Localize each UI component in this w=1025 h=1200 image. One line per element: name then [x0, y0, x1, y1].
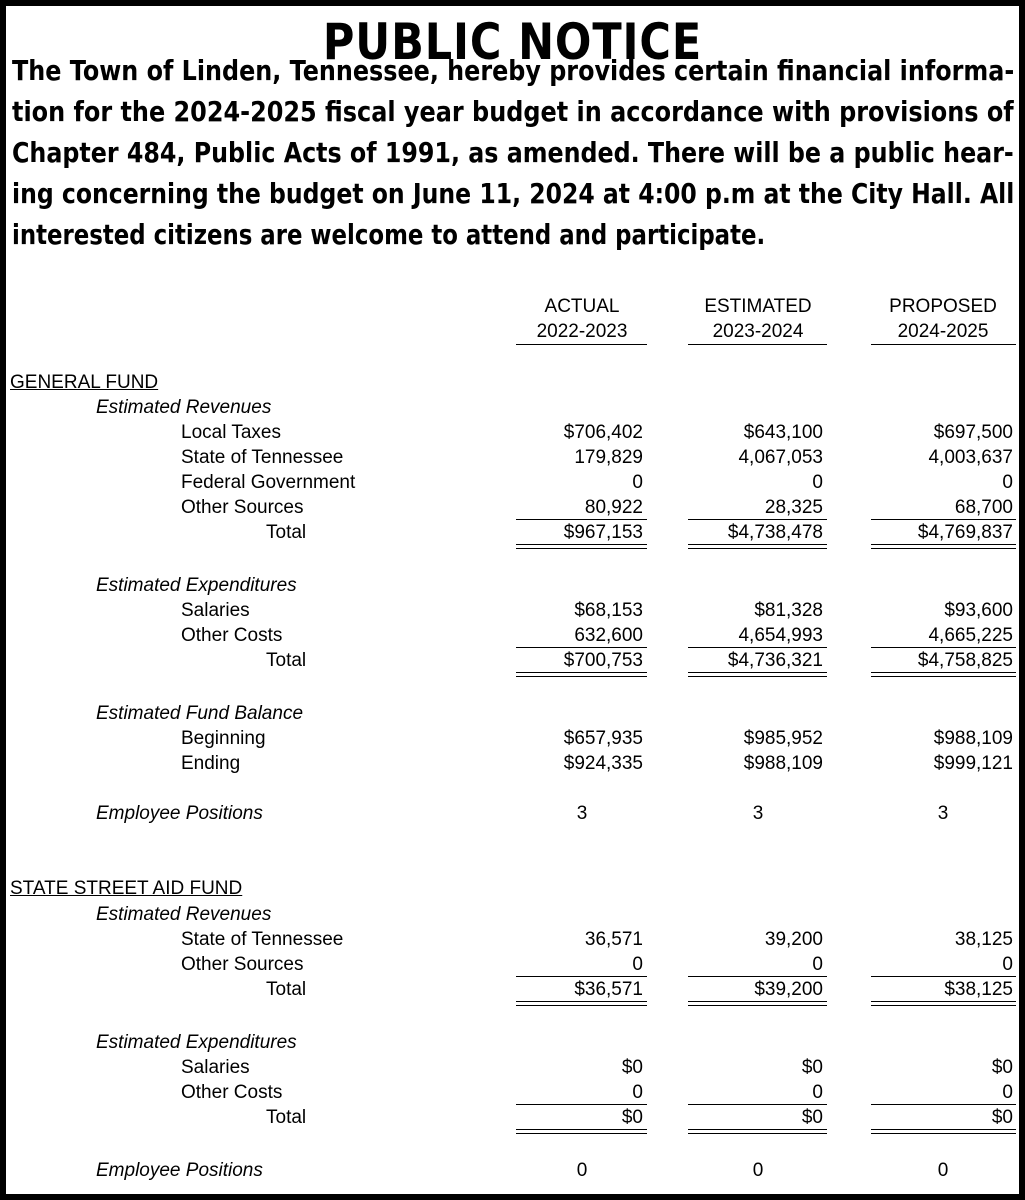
- employee-positions-label: Employee Positions: [96, 802, 263, 824]
- position-count: 0: [752, 1159, 764, 1181]
- position-count: 0: [576, 1159, 588, 1181]
- amount-cell: 28,325: [764, 496, 823, 518]
- subtotal-rule: [516, 519, 647, 520]
- total-double-rule: [688, 544, 827, 549]
- intro-line-3: Chapter 484, Public Acts of 1991, as amended. There will be a public hear-: [12, 136, 1014, 169]
- line-item-label: State of Tennessee: [181, 446, 344, 468]
- line-item-label: Other Costs: [181, 1081, 283, 1103]
- column-header-label: ACTUAL: [544, 295, 620, 317]
- subtotal-rule: [871, 647, 1016, 648]
- subtotal-rule: [688, 1104, 827, 1105]
- amount-cell: $657,935: [563, 727, 643, 749]
- subtotal-rule: [516, 1104, 647, 1105]
- notice-title: PUBLIC NOTICE: [322, 13, 703, 71]
- line-item-label: Ending: [181, 752, 241, 774]
- amount-cell: $700,753: [563, 649, 643, 671]
- fund-title: STATE STREET AID FUND: [10, 877, 243, 899]
- amount-cell: $0: [991, 1056, 1013, 1078]
- subtotal-rule: [516, 976, 647, 977]
- column-header-years: 2023-2024: [712, 320, 804, 342]
- intro-line-2: tion for the 2024-2025 fiscal year budget in accordance with provisions of: [12, 95, 1014, 128]
- amount-cell: 4,665,225: [928, 624, 1013, 646]
- line-item-label: Local Taxes: [181, 421, 281, 443]
- line-item-label: Federal Government: [181, 471, 356, 493]
- column-header-underline: [871, 344, 1016, 345]
- section-heading: Estimated Revenues: [96, 396, 272, 418]
- fund-title: GENERAL FUND: [10, 371, 159, 393]
- line-item-label: State of Tennessee: [181, 928, 344, 950]
- amount-cell: 4,067,053: [738, 446, 823, 468]
- amount-cell: $4,736,321: [727, 649, 823, 671]
- amount-cell: $643,100: [743, 421, 823, 443]
- section-heading: Estimated Fund Balance: [96, 702, 304, 724]
- total-label: Total: [266, 1106, 307, 1128]
- subtotal-rule: [688, 976, 827, 977]
- line-item-label: Beginning: [181, 727, 266, 749]
- column-header-years: 2024-2025: [897, 320, 989, 342]
- amount-cell: $988,109: [743, 752, 823, 774]
- amount-cell: 4,654,993: [738, 624, 823, 646]
- total-double-rule: [688, 1129, 827, 1134]
- amount-cell: 38,125: [954, 928, 1013, 950]
- column-header-label: ESTIMATED: [704, 295, 812, 317]
- amount-cell: $4,758,825: [917, 649, 1013, 671]
- amount-cell: 4,003,637: [928, 446, 1013, 468]
- column-header-label: PROPOSED: [889, 295, 997, 317]
- amount-cell: 0: [1002, 471, 1013, 493]
- total-double-rule: [516, 1129, 647, 1134]
- section-heading: Estimated Expenditures: [96, 1031, 297, 1053]
- amount-cell: 179,829: [574, 446, 643, 468]
- amount-cell: 0: [1002, 953, 1013, 975]
- amount-cell: $93,600: [944, 599, 1013, 621]
- line-item-label: Other Sources: [181, 496, 304, 518]
- position-count: 0: [937, 1159, 949, 1181]
- subtotal-rule: [516, 647, 647, 648]
- intro-line-4: ing concerning the budget on June 11, 2024 at 4:00 p.m at the City Hall. All: [12, 177, 1015, 210]
- line-item-label: Salaries: [181, 599, 250, 621]
- total-double-rule: [871, 544, 1016, 549]
- amount-cell: $0: [991, 1106, 1013, 1128]
- subtotal-rule: [688, 519, 827, 520]
- amount-cell: $967,153: [563, 521, 643, 543]
- total-double-rule: [871, 1129, 1016, 1134]
- amount-cell: $999,121: [933, 752, 1013, 774]
- section-heading: Estimated Revenues: [96, 903, 272, 925]
- total-double-rule: [871, 672, 1016, 677]
- amount-cell: 68,700: [954, 496, 1013, 518]
- amount-cell: $4,738,478: [727, 521, 823, 543]
- amount-cell: $68,153: [574, 599, 643, 621]
- amount-cell: $81,328: [754, 599, 823, 621]
- subtotal-rule: [871, 1104, 1016, 1105]
- position-count: 3: [576, 802, 588, 824]
- total-double-rule: [516, 672, 647, 677]
- subtotal-rule: [871, 519, 1016, 520]
- amount-cell: 0: [812, 953, 823, 975]
- total-double-rule: [871, 1001, 1016, 1006]
- amount-cell: $38,125: [944, 978, 1013, 1000]
- column-header-years: 2022-2023: [536, 320, 628, 342]
- total-double-rule: [688, 1001, 827, 1006]
- amount-cell: 0: [1002, 1081, 1013, 1103]
- amount-cell: $0: [801, 1106, 823, 1128]
- amount-cell: $36,571: [574, 978, 643, 1000]
- intro-line-1: The Town of Linden, Tennessee, hereby provides certain financial informa-: [12, 54, 1015, 87]
- employee-positions-label: Employee Positions: [96, 1159, 263, 1181]
- amount-cell: $39,200: [754, 978, 823, 1000]
- column-header-underline: [688, 344, 827, 345]
- amount-cell: $697,500: [933, 421, 1013, 443]
- amount-cell: 39,200: [764, 928, 823, 950]
- total-double-rule: [516, 544, 647, 549]
- column-header-underline: [516, 344, 647, 345]
- position-count: 3: [937, 802, 949, 824]
- amount-cell: $0: [801, 1056, 823, 1078]
- total-label: Total: [266, 978, 307, 1000]
- amount-cell: 0: [632, 1081, 643, 1103]
- amount-cell: 0: [812, 1081, 823, 1103]
- amount-cell: $0: [621, 1106, 643, 1128]
- amount-cell: $985,952: [743, 727, 823, 749]
- amount-cell: 632,600: [574, 624, 643, 646]
- position-count: 3: [752, 802, 764, 824]
- section-heading: Estimated Expenditures: [96, 574, 297, 596]
- total-label: Total: [266, 521, 307, 543]
- total-double-rule: [516, 1001, 647, 1006]
- total-double-rule: [688, 672, 827, 677]
- amount-cell: $4,769,837: [917, 521, 1013, 543]
- amount-cell: 80,922: [584, 496, 643, 518]
- amount-cell: 36,571: [584, 928, 643, 950]
- amount-cell: $0: [621, 1056, 643, 1078]
- line-item-label: Salaries: [181, 1056, 250, 1078]
- subtotal-rule: [871, 976, 1016, 977]
- amount-cell: $988,109: [933, 727, 1013, 749]
- line-item-label: Other Costs: [181, 624, 283, 646]
- intro-line-5: interested citizens are welcome to attend and participate.: [12, 218, 766, 251]
- subtotal-rule: [688, 647, 827, 648]
- amount-cell: $924,335: [563, 752, 643, 774]
- amount-cell: 0: [812, 471, 823, 493]
- total-label: Total: [266, 649, 307, 671]
- amount-cell: 0: [632, 953, 643, 975]
- line-item-label: Other Sources: [181, 953, 304, 975]
- amount-cell: $706,402: [563, 421, 643, 443]
- amount-cell: 0: [632, 471, 643, 493]
